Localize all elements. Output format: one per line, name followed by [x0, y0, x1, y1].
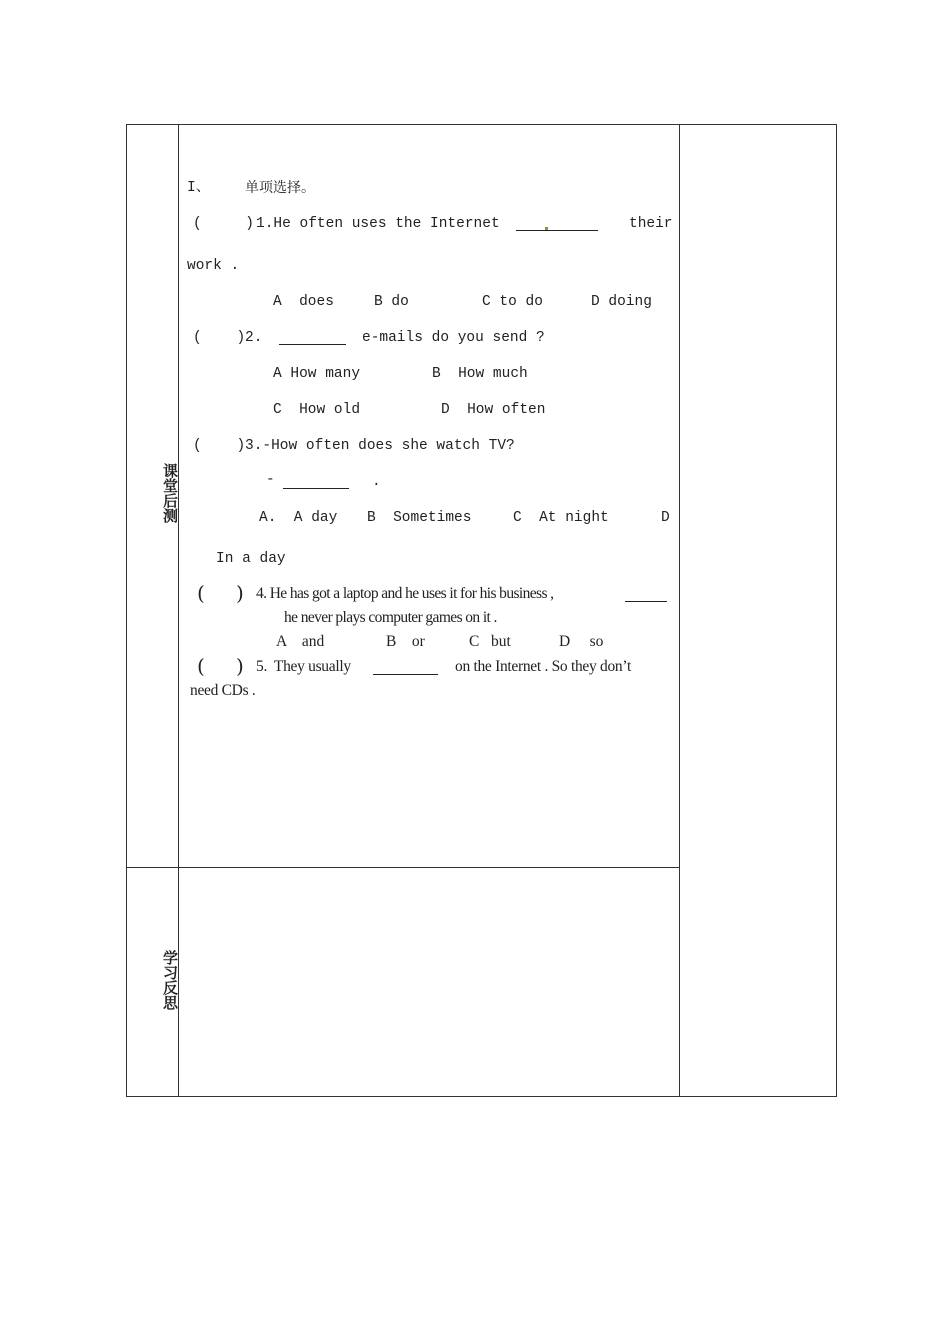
q4-blank	[625, 601, 667, 602]
q3-blank	[283, 488, 349, 489]
q2-blank	[279, 344, 346, 345]
q3-stem: 3.-How often does she watch TV?	[245, 438, 515, 454]
q5-stem-end: on the Internet . So they don’t	[455, 658, 631, 675]
q5-paren-open: (	[197, 654, 205, 678]
q3-option-a: A. A day	[259, 510, 338, 526]
q3-dash: -	[266, 472, 275, 488]
q2-option-c: C How old	[273, 402, 361, 418]
q1-blank-mark	[545, 227, 548, 230]
q3-paren: ( )	[193, 438, 246, 454]
q3-option-b: B Sometimes	[367, 510, 472, 526]
label-reflection: 学习反思	[161, 950, 179, 1010]
q1-option-c: C to do	[482, 294, 543, 310]
q2-option-b: B How much	[432, 366, 528, 382]
q1-stem-cont: work .	[187, 258, 240, 274]
q4-paren-open: (	[197, 581, 205, 605]
q4-option-b: B or	[386, 633, 425, 650]
row-divider	[126, 867, 680, 868]
q1-stem: 1.He often uses the Internet	[256, 216, 500, 232]
q3-period: .	[372, 474, 381, 490]
q3-option-c: C At night	[513, 510, 609, 526]
q1-option-d: D doing	[591, 294, 652, 310]
q5-blank	[373, 674, 438, 675]
q2-option-d: D How often	[441, 402, 546, 418]
q3-option-d-letter: D	[661, 510, 670, 526]
q3-option-d-text: In a day	[216, 551, 286, 567]
section-title: 单项选择。	[245, 180, 315, 196]
q1-option-b: B do	[374, 294, 409, 310]
q4-stem: 4. He has got a laptop and he uses it for his business ,	[256, 585, 554, 602]
q5-stem-cont: need CDs .	[190, 682, 256, 699]
q2-stem: e-mails do you send ?	[362, 330, 545, 346]
q4-paren-close: )	[236, 581, 244, 605]
q1-blank	[516, 230, 598, 231]
q4-option-c: C but	[469, 633, 511, 650]
q2-number: 2.	[245, 330, 263, 346]
q1-option-a: A does	[273, 294, 334, 310]
label-in-class-test: 课堂后测	[161, 463, 179, 523]
q4-option-d: D so	[559, 633, 604, 650]
q4-option-a: A and	[276, 633, 325, 650]
q2-option-a: A How many	[273, 366, 361, 382]
column-divider-right	[679, 124, 680, 1097]
section-number: I、	[187, 180, 211, 196]
q5-stem: 5. They usually	[256, 658, 351, 675]
q2-paren: ( )	[193, 330, 246, 346]
q1-stem-end: their	[629, 216, 673, 232]
q1-paren: ( )	[193, 216, 254, 232]
q5-paren-close: )	[236, 654, 244, 678]
q4-stem-cont: he never plays computer games on it .	[284, 609, 497, 626]
